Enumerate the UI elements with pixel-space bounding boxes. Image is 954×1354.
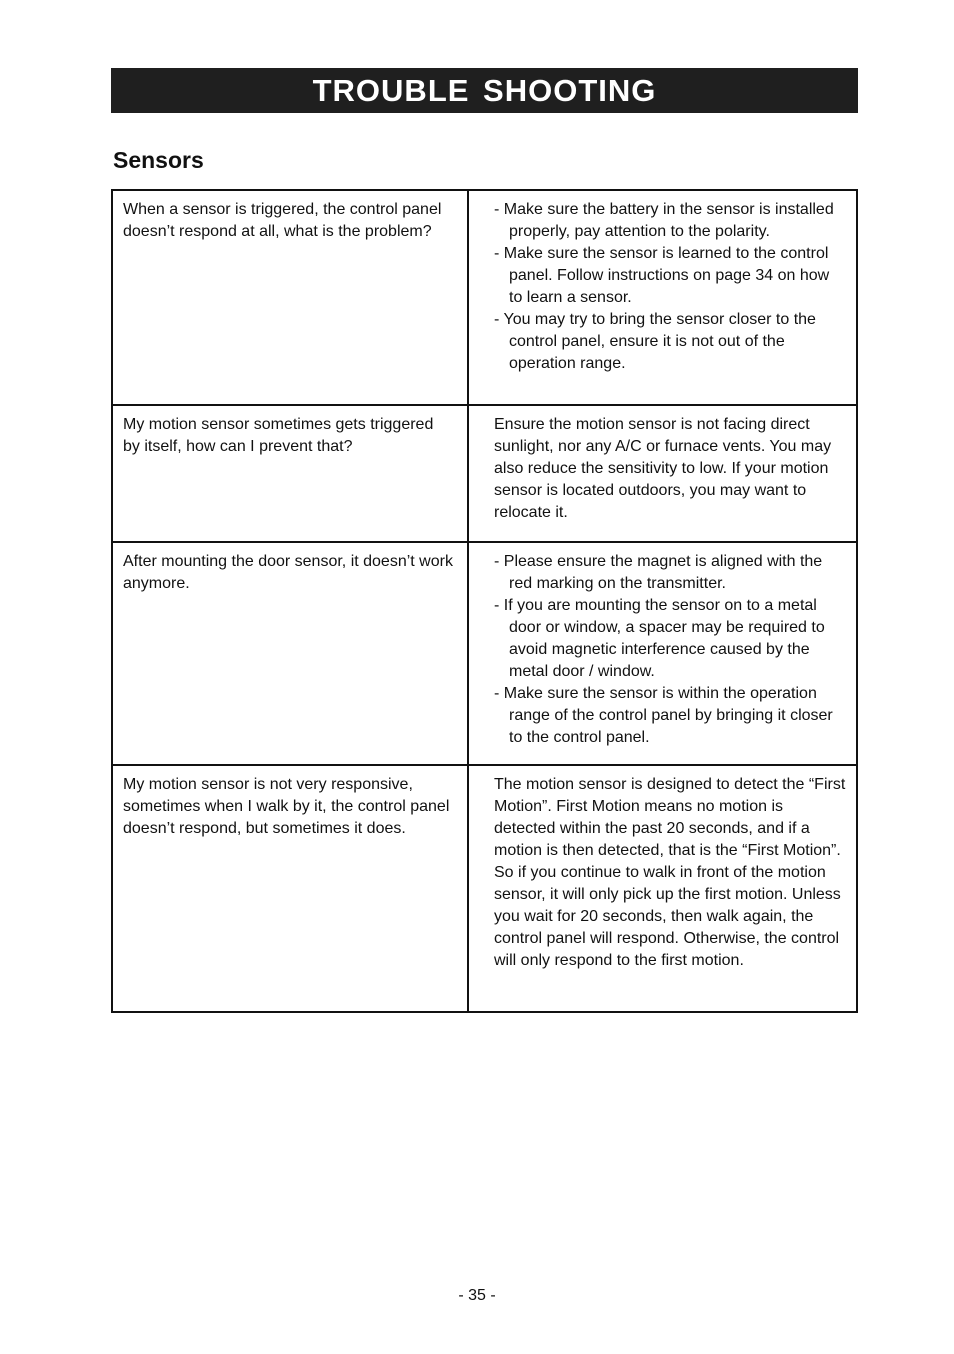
question-cell: My motion sensor sometimes gets triggered by itself, how can I prevent that?	[112, 405, 468, 542]
troubleshooting-table	[111, 189, 858, 1013]
answer-item: - Make sure the battery in the sensor is installed properly, pay attention to the polarity.	[494, 199, 846, 243]
table-row	[112, 765, 857, 1012]
answer-item: - Please ensure the magnet is aligned with the red marking on the transmitter.	[494, 551, 846, 595]
answer-list	[494, 199, 846, 375]
answer-item: - You may try to bring the sensor closer to the control panel, ensure it is not out of the operation range.	[494, 309, 846, 375]
section-title: Sensors	[113, 147, 204, 173]
page-number: - 35 -	[458, 1287, 496, 1304]
answer-cell	[468, 190, 857, 405]
table-row	[112, 190, 857, 405]
question-cell: When a sensor is triggered, the control panel doesn’t respond at all, what is the problem?	[112, 190, 468, 405]
answer-item: - If you are mounting the sensor on to a metal door or window, a spacer may be required to avoid magnetic interference caused by the metal door / window.	[494, 595, 846, 683]
answer-cell	[468, 542, 857, 765]
answer-item: - Make sure the sensor is within the operation range of the control panel by bringing it closer to the control panel.	[494, 683, 846, 749]
page-title: TROUBLE SHOOTING	[312, 73, 657, 108]
answer-item: - Make sure the sensor is learned to the control panel. Follow instructions on page 34 on how to learn a sensor.	[494, 243, 846, 309]
answer-cell: The motion sensor is designed to detect the “First Motion”. First Motion means no motion is detected within the past 20 seconds, and if a motion is then detected, that is the “First Motion”. So if you continue to walk in front of the motion sensor, it will only pick up the first motion. Unless you wait for 20 seconds, then walk again, the control panel will respond. Otherwise, the control will only respond to the first motion.	[468, 765, 857, 1012]
question-cell: My motion sensor is not very responsive, sometimes when I walk by it, the control panel doesn’t respond, but sometimes it does.	[112, 765, 468, 1012]
question-cell: After mounting the door sensor, it doesn’t work anymore.	[112, 542, 468, 765]
table-row	[112, 542, 857, 765]
table-row	[112, 405, 857, 542]
answer-cell: Ensure the motion sensor is not facing direct sunlight, nor any A/C or furnace vents. You may also reduce the sensitivity to low. If your motion sensor is located outdoors, you may want to relocate it.	[468, 405, 857, 542]
page-header-banner	[111, 68, 858, 113]
answer-list	[494, 551, 846, 749]
